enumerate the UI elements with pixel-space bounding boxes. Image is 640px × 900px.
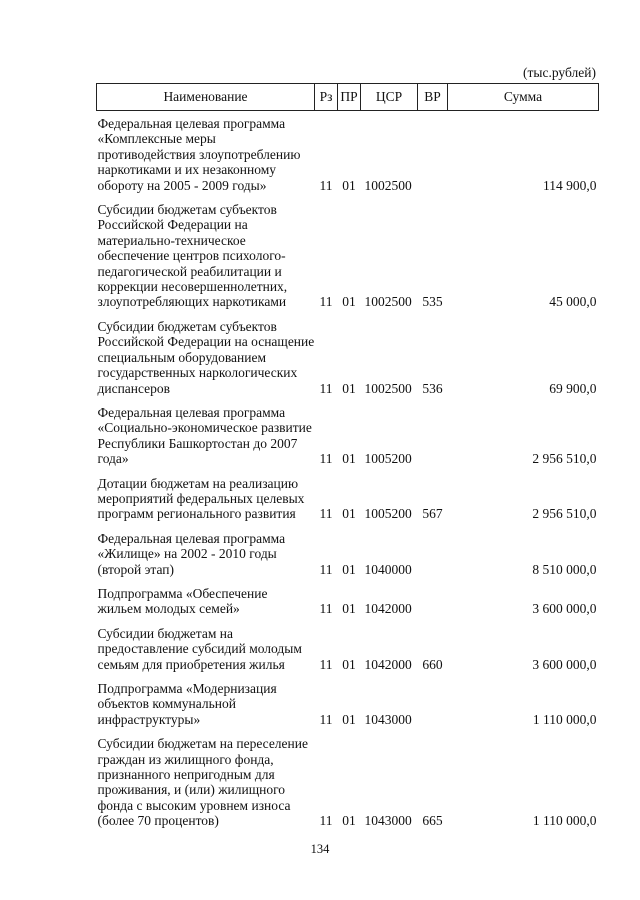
row-sum: 2 956 510,0 (532, 506, 597, 522)
row-csr: 1002500 (364, 294, 412, 310)
row-sum: 114 900,0 (543, 177, 597, 193)
table-row (97, 111, 599, 197)
table-row (97, 580, 599, 620)
row-vr: 536 (422, 380, 443, 396)
header-pr: ПР (338, 84, 361, 111)
row-sum: 2 956 510,0 (532, 451, 597, 467)
table-row (97, 470, 599, 525)
row-rz: 11 (319, 177, 333, 193)
row-name: Подпрограмма «Обеспечение жильем молодых семей» (97, 585, 268, 617)
row-rz: 11 (319, 656, 333, 672)
row-rz: 11 (319, 561, 333, 577)
header-name: Наименование (97, 84, 315, 111)
row-sum: 8 510 000,0 (532, 561, 597, 577)
row-csr: 1042000 (364, 656, 412, 672)
row-vr: 660 (422, 656, 443, 672)
table-row (97, 196, 599, 313)
row-name: Федеральная целевая программа «Жилище» на 2002 - 2010 годы (второй этап) (97, 530, 286, 577)
row-csr: 1002500 (364, 380, 412, 396)
row-sum: 45 000,0 (549, 294, 597, 310)
row-name: Субсидии бюджетам на переселение граждан из жилищного фонда, признанного непригодным для проживания, и (или) жилищного фонда с высоким уровнем износа (более 70 процентов) (97, 736, 308, 829)
table-row (97, 399, 599, 470)
row-name: Подпрограмма «Модернизация объектов коммунальной инфраструктуры» (97, 681, 277, 727)
row-pr: 01 (342, 711, 356, 727)
page-number: 134 (310, 842, 330, 856)
header-sum: Сумма (448, 84, 599, 111)
row-rz: 11 (319, 711, 333, 727)
row-rz: 11 (319, 601, 333, 617)
row-pr: 01 (342, 177, 356, 193)
row-csr: 1002500 (364, 177, 412, 193)
row-pr: 01 (342, 813, 356, 829)
row-csr: 1040000 (364, 561, 412, 577)
row-vr (418, 580, 448, 620)
row-sum: 3 600 000,0 (532, 601, 597, 617)
row-pr: 01 (342, 506, 356, 522)
header-rz: Рз (315, 84, 338, 111)
row-name: Субсидии бюджетам субъектов Российской Федерации на оснащение специальным оборудованием государственных наркологических диспансеров (97, 318, 315, 396)
row-name: Федеральная целевая программа «Комплексные меры противодействия злоупотреблению наркотиками и их незаконному обороту на 2005 - 2009 годы» (97, 116, 301, 193)
table-body (97, 111, 599, 832)
table-row (97, 675, 599, 730)
row-rz: 11 (319, 451, 333, 467)
table-row (97, 525, 599, 580)
row-pr: 01 (342, 601, 356, 617)
row-vr: 665 (422, 813, 443, 829)
row-csr: 1005200 (364, 506, 412, 522)
row-csr: 1042000 (364, 601, 412, 617)
row-name: Федеральная целевая программа «Социально-экономическое развитие Республики Башкортостан до 2007 года» (97, 404, 312, 467)
table-row (97, 313, 599, 399)
row-vr (418, 675, 448, 730)
row-pr: 01 (342, 451, 356, 467)
row-csr: 1043000 (364, 813, 412, 829)
row-vr: 567 (422, 506, 443, 522)
row-vr: 535 (422, 294, 443, 310)
row-name: Дотации бюджетам на реализацию мероприятий федеральных целевых программ регионального развития (97, 475, 305, 522)
header-csr: ЦСР (361, 84, 418, 111)
row-sum: 3 600 000,0 (532, 656, 597, 672)
row-name: Субсидии бюджетам субъектов Российской Федерации на материально-техническое обеспечение центров психолого-педагогической реабилитации и коррекции несовершеннолетних, злоупотребляющих наркотиками (97, 202, 288, 310)
row-pr: 01 (342, 294, 356, 310)
table-header (97, 84, 599, 111)
budget-table (96, 83, 599, 832)
row-rz: 11 (319, 506, 333, 522)
header-vr: ВР (418, 84, 448, 111)
row-pr: 01 (342, 380, 356, 396)
row-pr: 01 (342, 656, 356, 672)
row-csr: 1043000 (364, 711, 412, 727)
row-rz: 11 (319, 294, 333, 310)
row-name: Субсидии бюджетам на предоставление субсидий молодым семьям для приобретения жилья (97, 625, 302, 672)
table-row (97, 620, 599, 675)
row-sum: 69 900,0 (549, 380, 597, 396)
table-row (97, 730, 599, 831)
row-sum: 1 110 000,0 (532, 711, 597, 727)
row-rz: 11 (319, 813, 333, 829)
row-vr (418, 111, 448, 197)
row-csr: 1005200 (364, 451, 412, 467)
row-sum: 1 110 000,0 (532, 813, 597, 829)
row-vr (418, 399, 448, 470)
row-pr: 01 (342, 561, 356, 577)
row-rz: 11 (319, 380, 333, 396)
row-vr (418, 525, 448, 580)
unit-label: (тыс.рублей) (523, 65, 596, 80)
